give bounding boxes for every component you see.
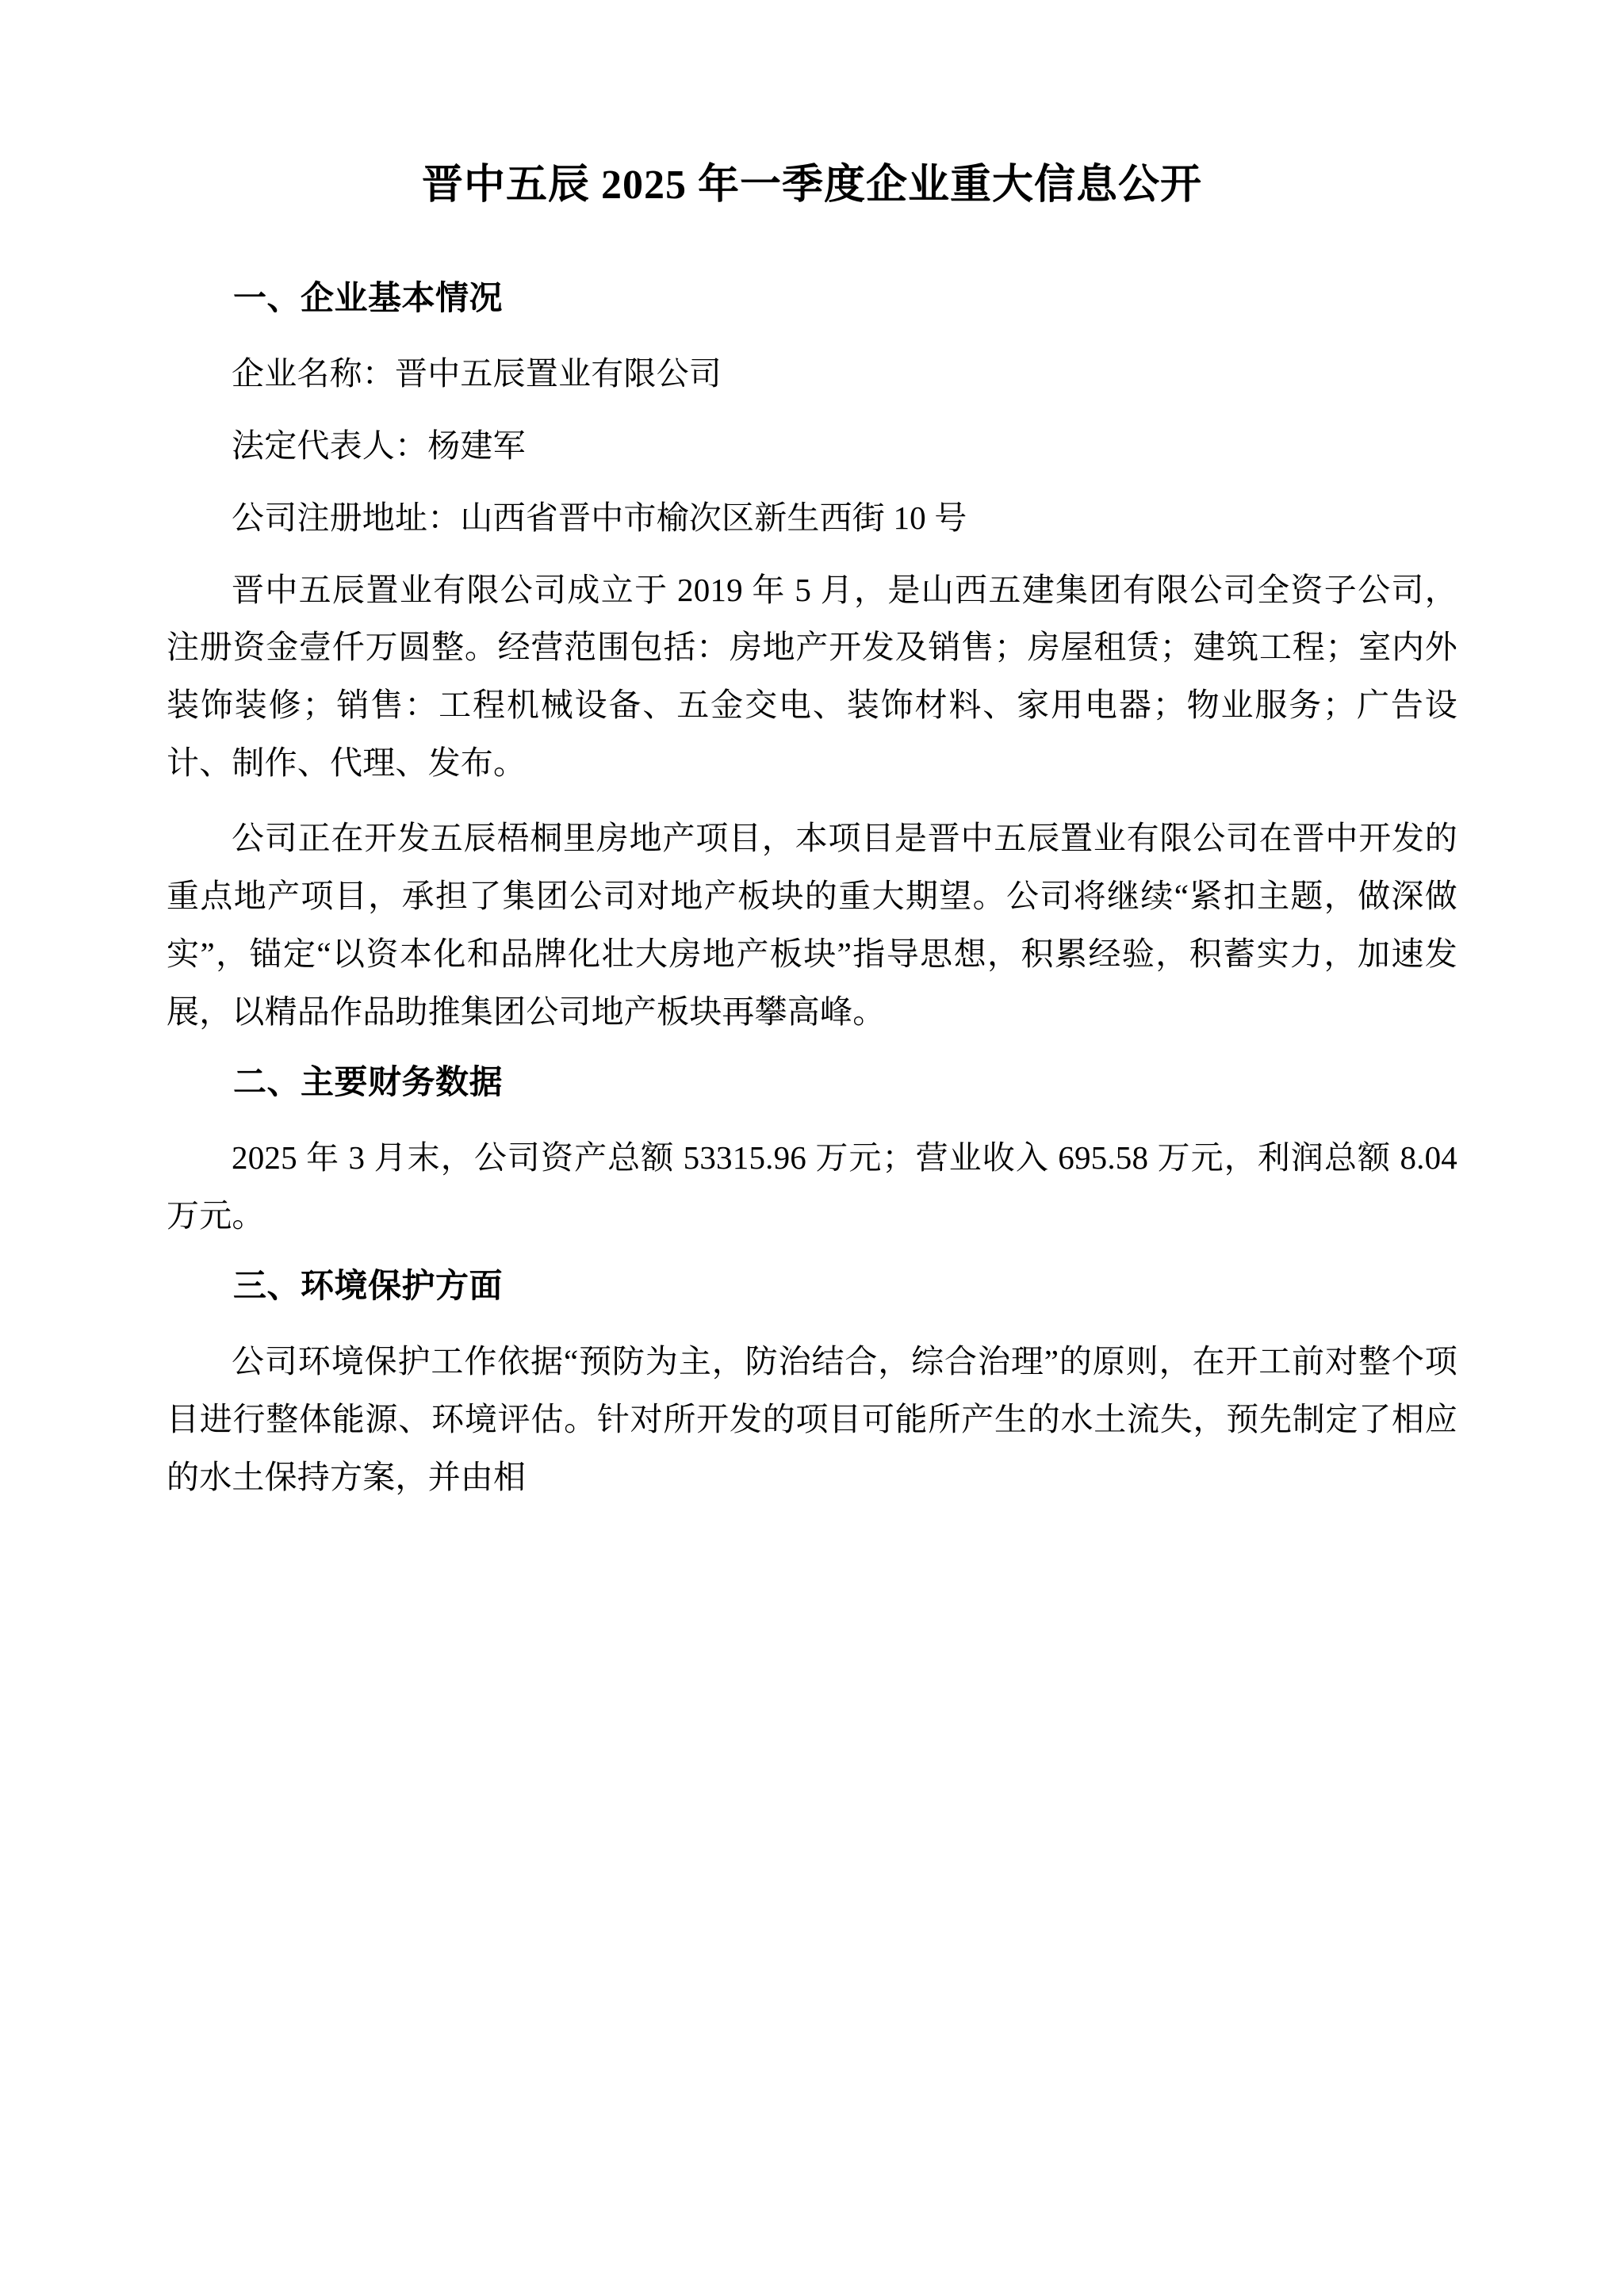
section-heading-environmental-protection: 三、环境保护方面 xyxy=(233,1269,504,1306)
paragraph-environmental-policy: 公司环境保护工作依据“预防为主，防治结合，综合治理”的原则，在开工前对整个项目进行整体能源、环境评估。针对所开发的项目可能所产生的水土流失，预先制定了相应的水土保持方案，并由相 xyxy=(167,1343,1457,1496)
paragraph-registered-address: 公司注册地址：山西省晋中市榆次区新生西街 10 号 xyxy=(232,499,967,536)
paragraph-company-name: 企业名称：晋中五辰置业有限公司 xyxy=(232,354,722,392)
paragraph-company-background: 晋中五辰置业有限公司成立于 2019 年 5 月，是山西五建集团有限公司全资子公司，注册资金壹仟万圆整。经营范围包括：房地产开发及销售；房屋租赁；建筑工程；室内外装饰装修；销售：工程机械设备、五金交电、装饰材料、家用电器；物业服务；广告设计、制作、代理、发布。 xyxy=(167,571,1457,782)
paragraph-legal-representative: 法定代表人：杨建军 xyxy=(232,427,526,464)
section-heading-financial-data: 二、主要财务数据 xyxy=(233,1065,504,1102)
paragraph-project-development: 公司正在开发五辰梧桐里房地产项目，本项目是晋中五辰置业有限公司在晋中开发的重点地产项目，承担了集团公司对地产板块的重大期望。公司将继续“紧扣主题，做深做实”，锚定“以资本化和品牌化壮大房地产板块”指导思想，积累经验，积蓄实力，加速发展，以精品作品助推集团公司地产板块再攀高峰。 xyxy=(167,820,1457,1031)
section-heading-company-overview: 一、企业基本情况 xyxy=(233,280,504,317)
page-title: 晋中五辰 2025 年一季度企业重大信息公开 xyxy=(421,163,1202,208)
paragraph-financial-summary: 2025 年 3 月末，公司资产总额 53315.96 万元；营业收入 695.58 万元，利润总额 8.04 万元。 xyxy=(167,1139,1457,1234)
